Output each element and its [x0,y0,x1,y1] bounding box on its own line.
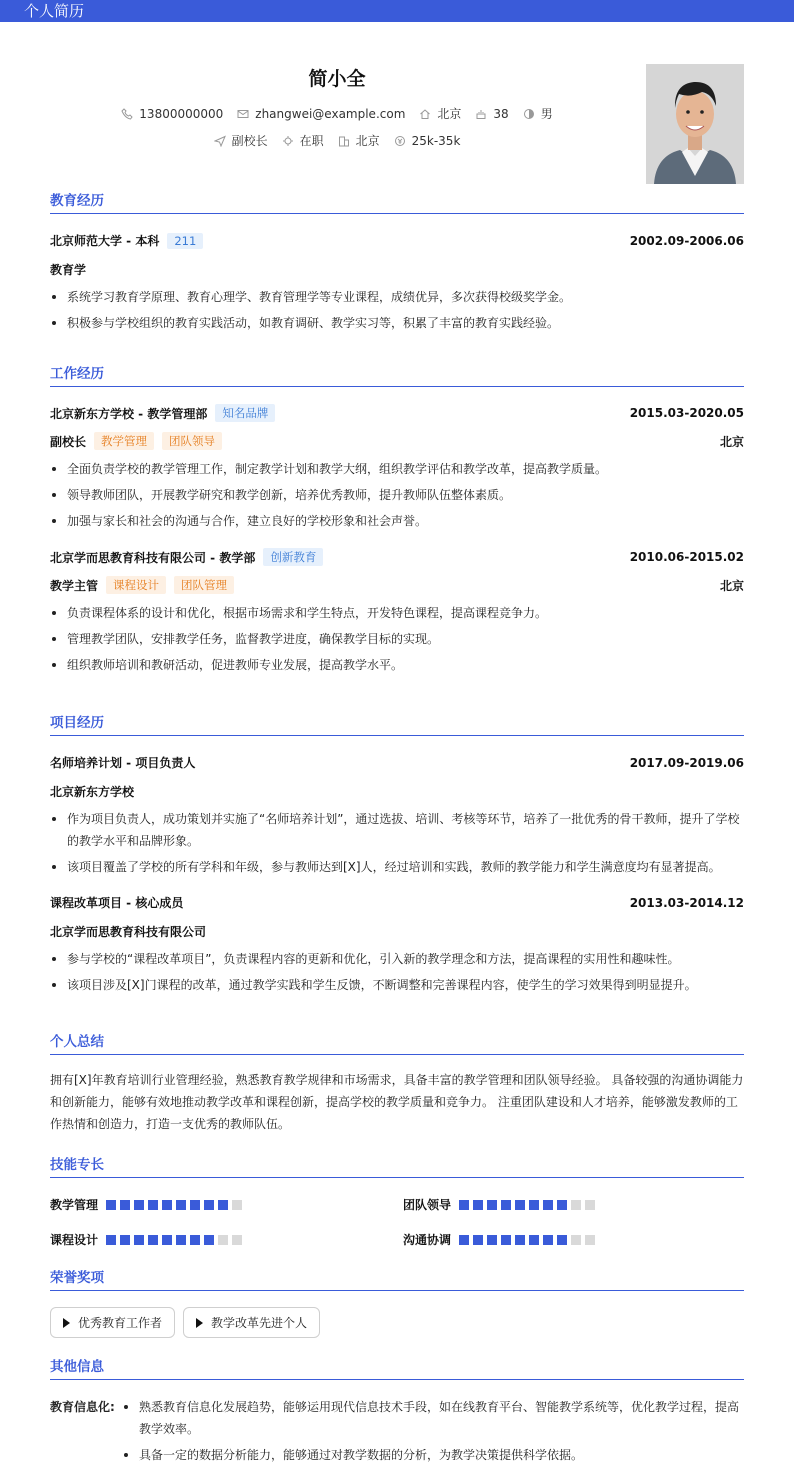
summary-section [50,1033,744,1135]
section-title: 教育经历 [50,192,744,214]
top-bar [0,0,794,22]
status-icon [282,135,294,147]
work-location: 北京 [719,578,744,593]
skill-bar [106,1235,242,1245]
skill-item [403,1231,744,1248]
skill-level-filled [148,1200,158,1210]
age-info [475,107,508,121]
award-badge [50,1307,175,1338]
skill-name: 课程设计 [50,1233,99,1247]
email-text: zhangwei@example.com [255,106,406,121]
education-bullets [50,286,744,334]
skill-level-empty [232,1200,242,1210]
role-tag: 团队领导 [162,432,222,450]
skill-level-filled [204,1200,214,1210]
skill-name: 团队领导 [403,1198,452,1212]
cake-icon [475,108,487,120]
projects-section [50,714,744,996]
project-org-row [50,783,744,800]
home-icon [419,108,431,120]
skill-level-filled [473,1235,483,1245]
salary-info [394,134,461,148]
list-item: 该项目涉及[X]门课程的改革，通过教学实践和学生反馈，不断调整和完善课程内容，使学生的学习效果得到明显提升。 [50,974,744,996]
skill-bar [459,1235,595,1245]
skill-item [50,1196,403,1213]
skill-level-filled [543,1200,553,1210]
skill-level-filled [218,1200,228,1210]
project-bullets [50,948,744,996]
profile-header [0,22,794,172]
skill-level-empty [232,1235,242,1245]
skill-level-filled [529,1235,539,1245]
list-item: 管理教学团队，安排教学任务，监督教学进度，确保教学目标的实现。 [50,628,744,650]
page-title: 个人简历 [24,2,85,20]
work-bullets [50,602,744,676]
skill-level-filled [176,1235,186,1245]
role-name: 副校长 [50,434,87,449]
skill-level-filled [134,1235,144,1245]
skill-level-filled [543,1235,553,1245]
triangle-icon [196,1318,203,1328]
skill-level-filled [501,1235,511,1245]
skill-level-filled [176,1200,186,1210]
section-title: 技能专长 [50,1156,744,1178]
skill-level-filled [529,1200,539,1210]
project-entry-header [50,894,744,911]
section-title: 其他信息 [50,1358,744,1380]
position-text: 副校长 [231,134,268,148]
project-org-row [50,923,744,940]
skill-level-filled [120,1200,130,1210]
gender-info [523,105,553,122]
skill-level-filled [487,1235,497,1245]
list-item: 负责课程体系的设计和优化，根据市场需求和学生特点，开发特色课程，提高课程竞争力。 [50,602,744,624]
other-info-label: 教育信息化: [50,1400,115,1414]
company-tag: 知名品牌 [215,404,275,422]
skill-bar [106,1200,242,1210]
section-title: 项目经历 [50,714,744,736]
section-title: 工作经历 [50,365,744,387]
list-item: 组织教师培训和教研活动，促进教师专业发展，提高教学水平。 [50,654,744,676]
education-entry-header [50,232,744,249]
expected-city-text: 北京 [355,134,380,148]
skill-level-filled [204,1235,214,1245]
job-intent-row [0,132,674,149]
company-name: 北京新东方学校 - 教学管理部 [50,406,208,421]
skill-level-filled [106,1200,116,1210]
awards-section [50,1269,744,1338]
skill-level-filled [134,1200,144,1210]
list-item: 全面负责学校的教学管理工作，制定教学计划和教学大纲，组织教学评估和教学改革，提高教学质量。 [50,458,744,480]
list-item: 加强与家长和社会的沟通与合作，建立良好的学校形象和社会声誉。 [50,510,744,532]
contact-row [0,105,674,122]
list-item: 该项目覆盖了学校的所有学科和年级，参与教师达到[X]人，经过培训和实践，教师的教学能力和学生满意度均有显著提高。 [50,856,744,878]
city-text: 北京 [437,107,462,121]
award-label: 优秀教育工作者 [78,1316,163,1330]
skill-level-empty [585,1235,595,1245]
skill-item [50,1231,403,1248]
send-icon [214,135,226,147]
skill-level-filled [106,1235,116,1245]
age-text: 38 [493,106,509,121]
project-name: 名师培养计划 - 项目负责人 [50,756,196,770]
position-info [214,132,268,149]
other-info-row [50,1396,744,1466]
section-title: 荣誉奖项 [50,1269,744,1291]
work-date: 2015.03-2020.05 [629,406,744,420]
skill-level-empty [571,1200,581,1210]
list-item: 积极参与学校组织的教育实践活动，如教育调研、教学实习等，积累了丰富的教育实践经验。 [50,312,744,334]
project-org: 北京学而思教育科技有限公司 [50,925,207,939]
skill-level-filled [557,1235,567,1245]
section-title: 个人总结 [50,1033,744,1055]
major-row [50,261,744,278]
work-entry-header [50,404,744,422]
skill-bar [459,1200,595,1210]
skill-level-filled [487,1200,497,1210]
award-label: 教学改革先进个人 [211,1316,308,1330]
role-row [50,432,744,450]
list-item: 系统学习教育学原理、教育心理学、教育管理学等专业课程，成绩优异，多次获得校级奖学金。 [50,286,744,308]
role-tag: 课程设计 [106,576,166,594]
skill-level-empty [585,1200,595,1210]
skill-level-filled [190,1235,200,1245]
education-date: 2002.09-2006.06 [629,233,744,248]
education-section [50,192,744,334]
list-item: 具备一定的数据分析能力，能够通过对教学数据的分析，为教学决策提供科学依据。 [122,1444,744,1466]
triangle-icon [63,1318,70,1328]
list-item: 熟悉教育信息化发展趋势，能够运用现代信息技术手段，如在线教育平台、智能教学系统等，优化教学过程，提高教学效率。 [122,1396,744,1440]
role-tag: 团队管理 [174,576,234,594]
skill-level-empty [571,1235,581,1245]
work-entry-header [50,548,744,566]
role-tag: 教学管理 [94,432,154,450]
skill-level-filled [515,1235,525,1245]
skills-section [50,1156,744,1248]
skill-level-filled [459,1200,469,1210]
project-name: 课程改革项目 - 核心成员 [50,896,184,910]
city-info [419,105,461,122]
project-org: 北京新东方学校 [50,785,135,799]
other-info-bullets [122,1396,744,1466]
skill-level-filled [473,1200,483,1210]
company-tag: 创新教育 [263,548,323,566]
work-date: 2010.06-2015.02 [629,550,744,564]
gender-text: 男 [540,107,553,121]
skill-item [403,1196,744,1213]
mail-icon [237,108,249,120]
money-icon [394,135,406,147]
skill-level-filled [501,1200,511,1210]
skill-level-filled [515,1200,525,1210]
phone-info [121,107,223,121]
school-tag: 211 [167,233,203,249]
work-location: 北京 [719,434,744,449]
gender-icon [523,108,535,120]
project-entry-header [50,754,744,771]
building-icon [338,135,350,147]
salary-text: 25k-35k [411,133,461,148]
company-name: 北京学而思教育科技有限公司 - 教学部 [50,550,256,565]
skill-level-filled [162,1235,172,1245]
status-text: 在职 [299,134,324,148]
skills-grid [50,1196,744,1248]
expected-city-info [338,132,380,149]
skill-level-filled [120,1235,130,1245]
list-item: 领导教师团队，开展教学研究和教学创新，培养优秀教师，提升教师队伍整体素质。 [50,484,744,506]
role-name: 教学主管 [50,578,99,593]
status-info [282,132,324,149]
work-section [50,365,744,676]
awards-list [50,1307,744,1338]
project-bullets [50,808,744,878]
skill-level-filled [557,1200,567,1210]
role-row [50,576,744,594]
candidate-name: 简小全 [308,68,366,90]
list-item: 作为项目负责人，成功策划并实施了“名师培养计划”，通过选拔、培训、考核等环节，培养了一批优秀的骨干教师，提升了学校的教学水平和品牌形象。 [50,808,744,852]
skill-name: 沟通协调 [403,1233,452,1247]
work-bullets [50,458,744,532]
skill-name: 教学管理 [50,1198,99,1212]
school-name: 北京师范大学 - 本科 [50,234,160,248]
phone-text: 13800000000 [139,106,224,121]
summary-text: 拥有[X]年教育培训行业管理经验，熟悉教育教学规律和市场需求，具备丰富的教学管理和团队领导经验。 具备较强的沟通协调能力和创新能力，能够有效地推动教学改革和课程创新，提高学校的教学质量和竞争力。 注重团队建设和人才培养，能够激发教师的工作热情和创造力，打造一支优秀的教师队伍。 [50,1073,744,1131]
project-date: 2013.03-2014.12 [629,895,744,910]
skill-level-filled [459,1235,469,1245]
major-name: 教育学 [50,263,87,277]
skill-level-filled [148,1235,158,1245]
award-badge [183,1307,320,1338]
skill-level-empty [218,1235,228,1245]
list-item: 参与学校的“课程改革项目”，负责课程内容的更新和优化，引入新的教学理念和方法，提高课程的实用性和趣味性。 [50,948,744,970]
skill-level-filled [162,1200,172,1210]
phone-icon [121,108,133,120]
email-info [237,107,405,121]
profile-photo [646,64,744,184]
skill-level-filled [190,1200,200,1210]
other-section [50,1358,744,1466]
project-date: 2017.09-2019.06 [629,755,744,770]
